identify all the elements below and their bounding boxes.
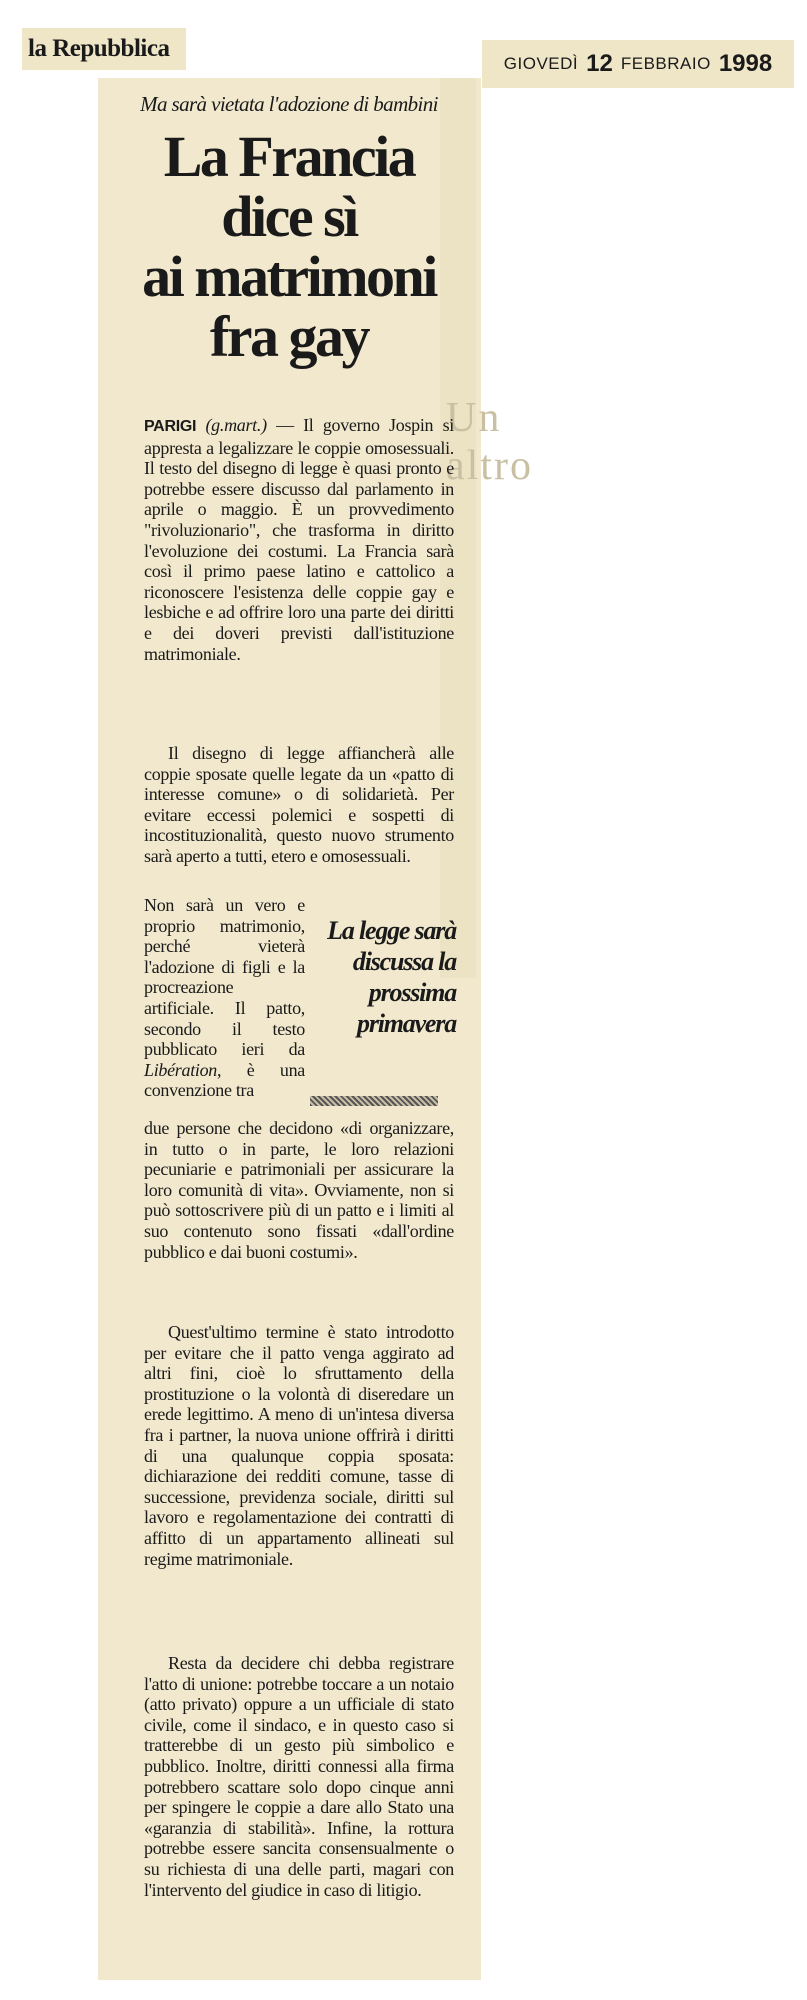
headline-line: ai matrimoni	[142, 244, 436, 309]
article-city: PARIGI	[144, 418, 197, 435]
paragraph-text: , è una convenzione tra	[144, 1059, 305, 1101]
headline-line: dice sì	[221, 184, 357, 249]
article-headline	[100, 124, 478, 369]
paragraph-text: — Il governo Jospin si appresta a legalizzare le coppie omosessuali. Il testo del disegno di legge è quasi pronto e potrebbe essere discusso dal parlamento in aprile o maggio. È un provvedimento "rivoluzionario", che trasforma in diritto l'evoluzione dei costumi. La Francia sarà così il primo paese latino e cattolico a riconoscere l'esistenza delle coppie gay e lesbiche e ad offrire loro una parte dei diritti e dei doveri previsti dall'istituzione matrimoniale.	[144, 415, 454, 664]
adjacent-headline-fragment: Un altro	[446, 395, 533, 489]
headline-line: La Francia	[163, 124, 415, 189]
article-paragraph: Resta da decidere chi debba registrare l'atto di unione: potrebbe toccare a un notaio (atto privato) oppure a un ufficiale di stato civile, come il sindaco, e in questo caso si tratterebbe di un gesto più simbolico e pubblico. Inoltre, diritti connessi alla firma potrebbero scattare solo dopo cinque anni per spingere le coppie a dare allo Stato una «garanzia di stabilità». Infine, la rottura potrebbe essere sancita consensualmente o su richiesta di una delle parti, magari con l'intervento del giudice in caso di litigio.	[144, 1653, 454, 1900]
article-paragraph: Il disegno di legge affiancherà alle coppie sposate quelle legate da un «patto di interesse comune» o di solidarietà. Per evitare eccessi polemici e sospetti di incostituzionalità, questo nuovo strumento sarà aperto a tutti, etero e omosessuali.	[144, 743, 454, 866]
paragraph-text: Non sarà un vero e proprio matrimonio, perché vieterà l'adozione di figli e la procreazione artificiale. Il patto, secondo il testo pubblicato ieri da	[144, 895, 305, 1060]
article-kicker: Ma sarà vietata l'adozione di bambini	[140, 92, 438, 116]
article-paragraph	[144, 415, 454, 664]
dateline-day: GIOVEDÌ	[503, 54, 579, 73]
source-name: Libération	[144, 1059, 218, 1080]
dateline-month: FEBBRAIO	[620, 54, 711, 73]
article-paragraph: Quest'ultimo termine è stato introdotto per evitare che il patto venga aggirato ad altri fini, cioè lo sfruttamento della prostituzione o la volontà di diseredare un erede legittimo. A meno di un'intesa diversa fra i partner, la nuova unione offrirà i diritti di una qualunque coppia sposata: dichiarazione dei redditi comune, tasse di successione, previdenza sociale, diritti sul lavoro e regolamentazione dei contratti di affitto di un appartamento allineati sul regime matrimoniale.	[144, 1322, 454, 1569]
dateline	[482, 40, 794, 88]
newspaper-masthead: la Repubblica	[22, 28, 186, 70]
dateline-year: 1998	[718, 50, 773, 77]
pull-quote-rule	[310, 1096, 438, 1106]
article-paragraph: due persone che decidono «di organizzare, in tutto o in parte, le loro relazioni pecuniarie e patrimoniali per assicurare la loro comunità di vita». Ovviamente, non si può sottoscrivere più di un patto e i limiti al suo contenuto sono fissati «dall'ordine pubblico e dai buoni costumi».	[144, 1118, 454, 1262]
dateline-daynum: 12	[586, 50, 613, 77]
article-paragraph	[144, 895, 305, 1101]
article-byline: (g.mart.)	[205, 415, 267, 435]
pull-quote: La legge sarà discussa la prossima primavera	[327, 916, 456, 1038]
headline-line: fra gay	[209, 304, 369, 369]
